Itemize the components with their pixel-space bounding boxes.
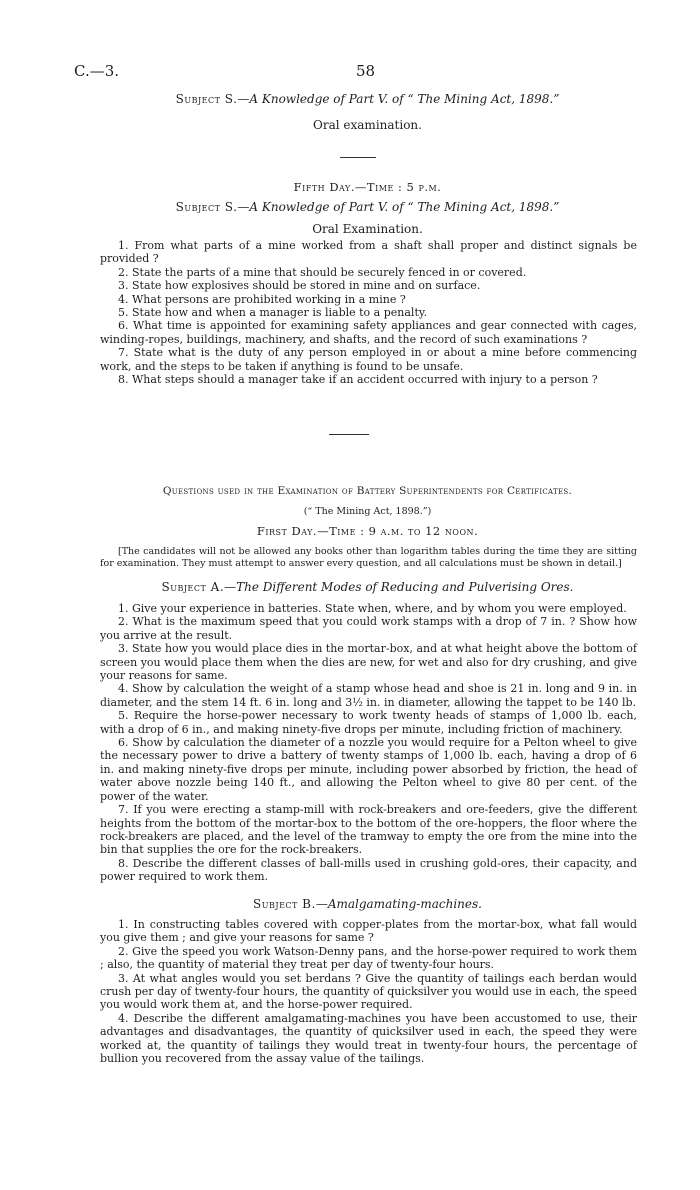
divider [329,434,369,435]
document-reference: C.—3. [74,62,120,80]
section2-exam-type: Oral Examination. [312,222,423,236]
question-item: 2. What is the maximum speed that you could work stamps with a drop of 7 in. ? Show how you arrive at the result. [100,615,637,642]
section3-act: (“ The Mining Act, 1898.”) [303,506,432,517]
question-item: 8. Describe the different classes of ball-mills used in crushing gold-ores, their capacity, and power required to work them. [100,856,637,884]
question-item: 6. What time is appointed for examining safety appliances and gear connected with cages, winding-ropes, buildings, machinery, and shafts, and the record of such examinations ? [100,319,637,346]
section1-subject [100,92,635,106]
section3-day-time: First Day.—Time : 9 a.m. to 12 noon. [256,524,479,538]
subject-b-label: Subject B. [253,897,316,911]
question-item: 7. State what is the duty of any person employed in or about a mine before commencing work, and the steps to be taken if anything is found to be unsafe. [100,346,637,373]
question-item: 4. What persons are prohibited working in a mine ? [118,292,406,306]
question-item: 3. State how explosives should be stored in mine and on surface. [118,279,481,293]
section2-subject-title: —A Knowledge of Part V. of “ The Mining Act, 1898.” [237,200,560,214]
question-item: 6. Show by calculation the diameter of a nozzle you would require for a Pelton wheel to give the necessary power to drive a battery of twenty stamps of 1,000 lb. each, having a drop of 6 in. and making ninety-five drops per minute, including power absorbed by friction, the head of water above nozzle being 140 ft., and allowing the Pelton wheel to give 80 per cent. of the power of the water. [100,736,637,803]
page-number: 58 [356,62,376,80]
section2-question-list [100,239,637,386]
question-item: 2. Give the speed you work Watson-Denny pans, and the horse-power required to work them ; also, the quantity of material they treat per day of twenty-four hours. [100,944,637,972]
section1-exam-type: Oral examination. [313,118,422,132]
section2-subject-label: Subject S. [175,200,238,214]
question-item: 1. Give your experience in batteries. State when, where, and by whom you were employed. [118,602,627,615]
subject-a-title: —The Different Modes of Reducing and Pulverising Ores. [224,580,574,594]
question-item: 3. At what angles would you set berdans ? Give the quantity of tailings each berdan would crush per day of twenty-four hours, the quantity of quicksilver you would use in each, the speed you would work them at, and the horse-power required. [100,971,637,1012]
question-item: 4. Show by calculation the weight of a stamp whose head and shoe is 21 in. long and 9 in. in diameter, and the stem 14 ft. 6 in. long and 3½ in. in diameter, allowing the tappet to be 140 lb. [100,682,637,709]
section1-subject-title: —A Knowledge of Part V. of “ The Mining Act, 1898.” [237,92,560,106]
subject-a-label: Subject A. [161,580,225,594]
question-item: 5. State how and when a manager is liable to a penalty. [118,306,428,320]
subject-a-question-list [100,602,637,884]
subject-b-heading [100,897,635,911]
divider [340,157,376,158]
question-item: 7. If you were erecting a stamp-mill with rock-breakers and ore-feeders, give the different heights from the bottom of the mortar-box to the bottom of the ore-hoppers, the floor where the rock-breakers are placed, and the level of the tramway to empty the ore from the mine into the bin that supplies the ore for the rock-breakers. [100,803,637,857]
section2-day-time: Fifth Day.—Time : 5 p.m. [293,180,442,194]
subject-b-question-list [100,918,637,1065]
section2-subject [100,200,635,214]
subject-b-title: —Amalgamating-machines. [315,897,482,911]
question-item: 8. What steps should a manager take if an accident occurred with injury to a person ? [118,373,598,387]
question-item: 5. Require the horse-power necessary to work twenty heads of stamps of 1,000 lb. each, with a drop of 6 in., and making ninety-five drops per minute, including friction of machinery. [100,709,637,736]
candidate-instructions-note: [The candidates will not be allowed any books other than logarithm tables during the time they are sitting for examination. They must attempt to answer every question, and all calculations must be shown in detail.] [100,546,637,569]
question-item: 1. From what parts of a mine worked from a shaft shall proper and distinct signals be provided ? [100,239,637,266]
question-item: 2. State the parts of a mine that should be securely fenced in or covered. [118,265,527,279]
page-header [74,62,634,82]
question-item: 1. In constructing tables covered with copper-plates from the mortar-box, what fall would you give them ; and give your reasons for same ? [100,918,637,945]
subject-a-heading [100,580,635,594]
section1-subject-label: Subject S. [175,92,238,106]
section3-title: Questions used in the Examination of Battery Superintendents for Certificates. [162,485,573,497]
question-item: 3. State how you would place dies in the mortar-box, and at what height above the bottom of screen you would place them when the dies are new, for wet and also for dry crushing, and give your reasons for same. [100,642,637,683]
question-item: 4. Describe the different amalgamating-machines you have been accustomed to use, their advantages and disadvantages, the quantity of quicksilver used in each, the speed they were worked at, the quantity of tailings they would treat in twenty-four hours, the percentage of bullion you recovered from the assay value of the tailings. [100,1011,637,1066]
